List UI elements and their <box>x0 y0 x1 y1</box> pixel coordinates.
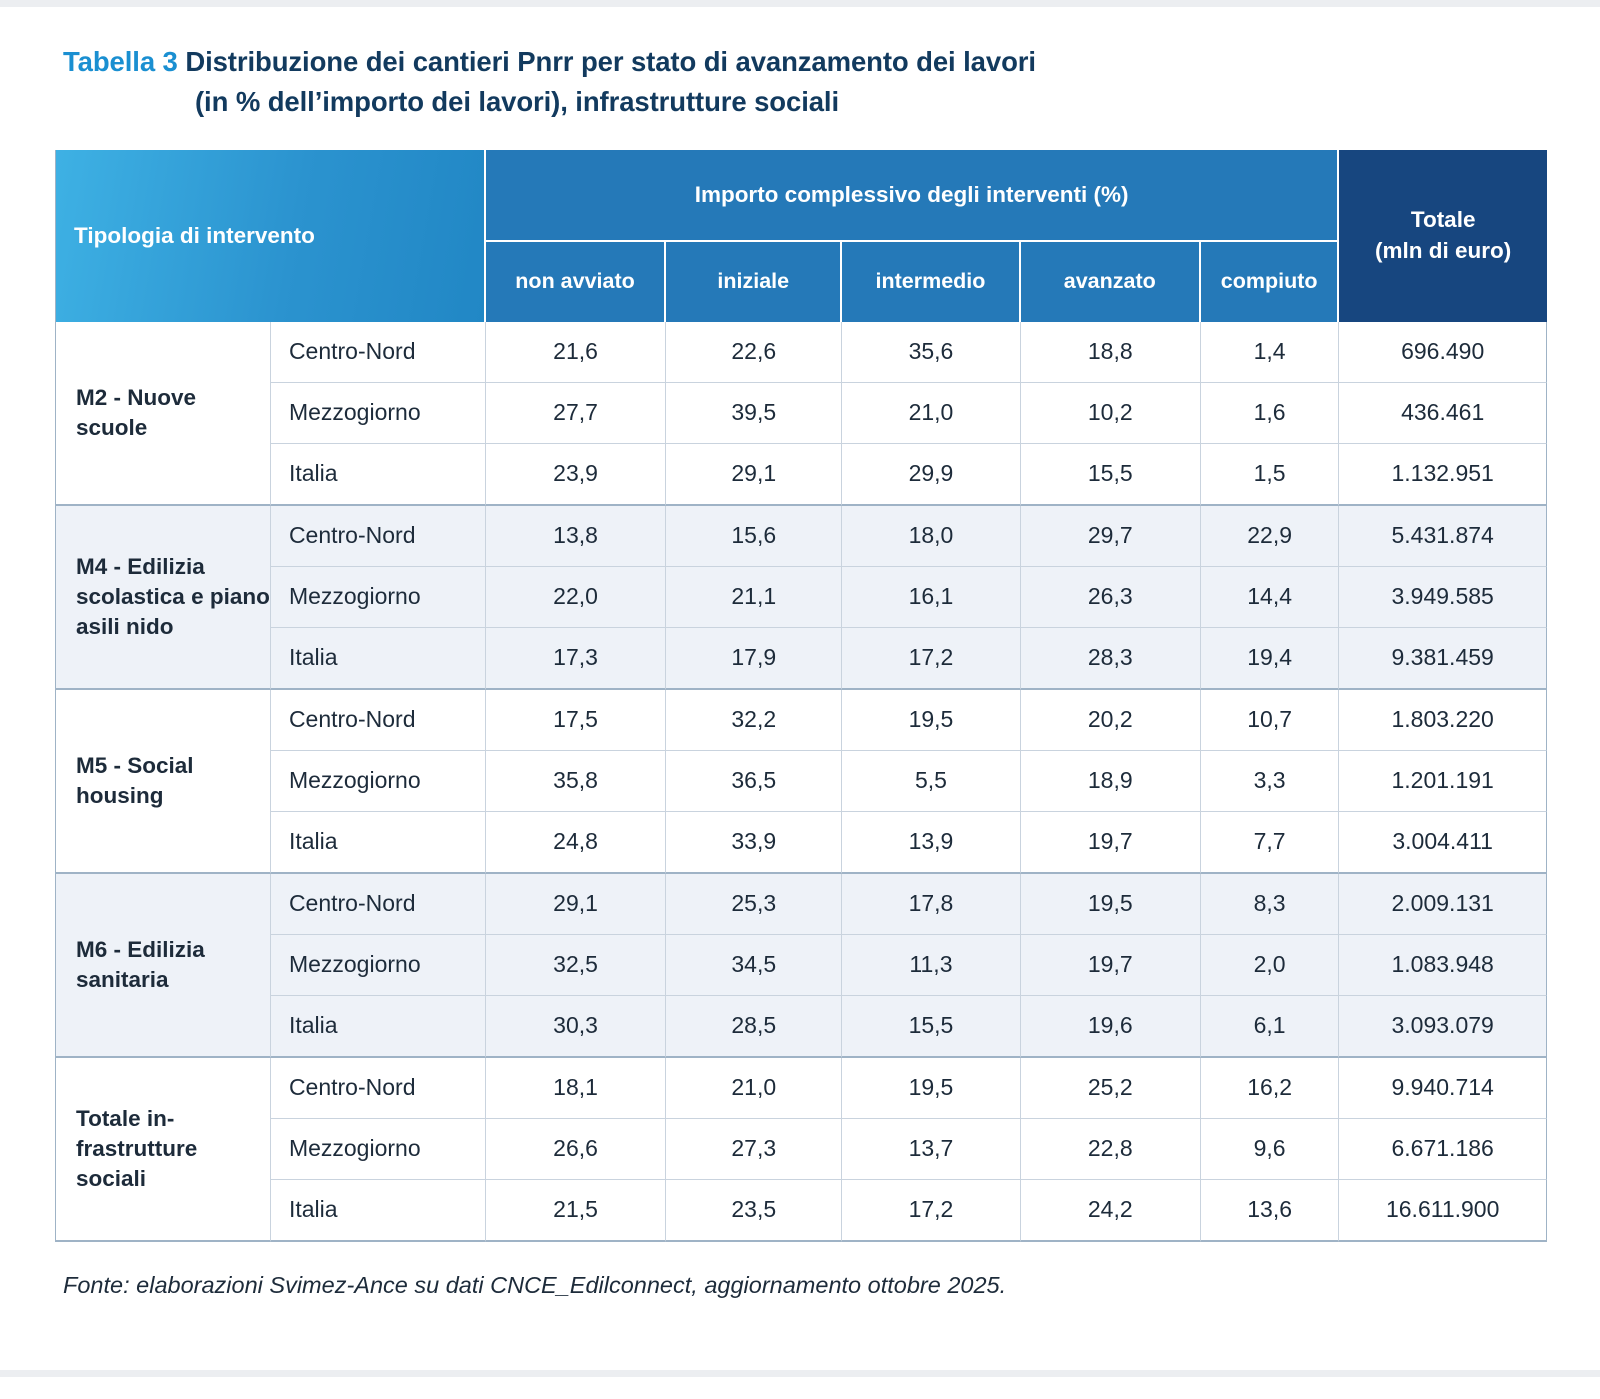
cell-non-avviato: 21,6 <box>486 322 666 383</box>
table-row <box>56 1058 1547 1119</box>
row-area-label: Italia <box>271 628 486 690</box>
cell-non-avviato: 26,6 <box>486 1119 666 1180</box>
header-total-line1: Totale <box>1410 207 1476 233</box>
bottom-divider <box>0 1370 1600 1377</box>
cell-totale: 436.461 <box>1339 383 1547 444</box>
row-category-label: M4 - Edilizia scolastica e piano asili nido <box>56 506 271 690</box>
cell-totale: 696.490 <box>1339 322 1547 383</box>
header-group-importo: Importo complessivo degli interventi (%) <box>486 150 1339 242</box>
cell-compiuto: 6,1 <box>1201 996 1339 1058</box>
row-category-label: M2 - Nuove scuole <box>56 322 271 506</box>
cell-compiuto: 9,6 <box>1201 1119 1339 1180</box>
cell-intermedio: 5,5 <box>842 751 1020 812</box>
cell-iniziale: 33,9 <box>666 812 842 874</box>
cell-non-avviato: 17,3 <box>486 628 666 690</box>
cell-compiuto: 8,3 <box>1201 874 1339 935</box>
cell-totale: 3.949.585 <box>1339 567 1547 628</box>
cell-non-avviato: 22,0 <box>486 567 666 628</box>
cell-avanzato: 26,3 <box>1021 567 1201 628</box>
cell-avanzato: 10,2 <box>1021 383 1201 444</box>
cell-non-avviato: 17,5 <box>486 690 666 751</box>
cell-avanzato: 25,2 <box>1021 1058 1201 1119</box>
row-area-label: Centro-Nord <box>271 506 486 567</box>
cell-intermedio: 19,5 <box>842 690 1020 751</box>
table-row <box>56 506 1547 567</box>
cell-intermedio: 16,1 <box>842 567 1020 628</box>
cell-iniziale: 36,5 <box>666 751 842 812</box>
cell-avanzato: 19,7 <box>1021 935 1201 996</box>
row-area-label: Italia <box>271 812 486 874</box>
cell-intermedio: 13,7 <box>842 1119 1020 1180</box>
cell-totale: 5.431.874 <box>1339 506 1547 567</box>
cell-compiuto: 1,6 <box>1201 383 1339 444</box>
cell-totale: 3.004.411 <box>1339 812 1547 874</box>
cell-compiuto: 22,9 <box>1201 506 1339 567</box>
cell-intermedio: 21,0 <box>842 383 1020 444</box>
row-category-label: Totale in-frastrutture sociali <box>56 1058 271 1242</box>
cell-intermedio: 13,9 <box>842 812 1020 874</box>
table-row <box>56 812 1547 874</box>
cell-compiuto: 10,7 <box>1201 690 1339 751</box>
cell-intermedio: 17,2 <box>842 628 1020 690</box>
header-total-line2: (mln di euro) <box>1375 237 1512 263</box>
row-area-label: Mezzogiorno <box>271 751 486 812</box>
header-type-column: Tipologia di intervento <box>56 150 486 322</box>
cell-avanzato: 20,2 <box>1021 690 1201 751</box>
header-total-column <box>1339 150 1547 322</box>
cell-non-avviato: 35,8 <box>486 751 666 812</box>
cell-intermedio: 29,9 <box>842 444 1020 506</box>
table-row <box>56 935 1547 996</box>
cell-non-avviato: 27,7 <box>486 383 666 444</box>
cell-avanzato: 18,8 <box>1021 322 1201 383</box>
top-divider <box>0 0 1600 7</box>
table-title-line1: Distribuzione dei cantieri Pnrr per stato di avanzamento dei lavori <box>185 46 1036 77</box>
table-row <box>56 751 1547 812</box>
cell-intermedio: 17,8 <box>842 874 1020 935</box>
cell-compiuto: 13,6 <box>1201 1180 1339 1242</box>
cell-totale: 9.381.459 <box>1339 628 1547 690</box>
cell-compiuto: 16,2 <box>1201 1058 1339 1119</box>
row-area-label: Centro-Nord <box>271 874 486 935</box>
header-sub-avanzato: avanzato <box>1021 242 1201 322</box>
cell-totale: 3.093.079 <box>1339 996 1547 1058</box>
cell-totale: 1.201.191 <box>1339 751 1547 812</box>
cell-intermedio: 19,5 <box>842 1058 1020 1119</box>
row-area-label: Italia <box>271 444 486 506</box>
cell-iniziale: 28,5 <box>666 996 842 1058</box>
cell-non-avviato: 13,8 <box>486 506 666 567</box>
row-area-label: Centro-Nord <box>271 322 486 383</box>
header-sub-non-avviato: non avviato <box>486 242 666 322</box>
cell-avanzato: 19,7 <box>1021 812 1201 874</box>
cell-totale: 16.611.900 <box>1339 1180 1547 1242</box>
cell-non-avviato: 30,3 <box>486 996 666 1058</box>
cell-iniziale: 27,3 <box>666 1119 842 1180</box>
cell-totale: 1.132.951 <box>1339 444 1547 506</box>
cell-iniziale: 25,3 <box>666 874 842 935</box>
table-title-line2: (in % dell’importo dei lavori), infrastrutture sociali <box>195 85 840 117</box>
table-row <box>56 567 1547 628</box>
row-category-label: M5 - Social housing <box>56 690 271 874</box>
table-row <box>56 322 1547 383</box>
table-row <box>56 383 1547 444</box>
cell-non-avviato: 18,1 <box>486 1058 666 1119</box>
cell-iniziale: 15,6 <box>666 506 842 567</box>
cell-compiuto: 7,7 <box>1201 812 1339 874</box>
row-area-label: Centro-Nord <box>271 1058 486 1119</box>
cell-avanzato: 28,3 <box>1021 628 1201 690</box>
cell-compiuto: 1,5 <box>1201 444 1339 506</box>
row-area-label: Mezzogiorno <box>271 567 486 628</box>
cell-compiuto: 3,3 <box>1201 751 1339 812</box>
header-sub-iniziale: iniziale <box>666 242 842 322</box>
cell-iniziale: 21,1 <box>666 567 842 628</box>
cell-iniziale: 39,5 <box>666 383 842 444</box>
cell-compiuto: 19,4 <box>1201 628 1339 690</box>
cell-non-avviato: 21,5 <box>486 1180 666 1242</box>
cell-totale: 2.009.131 <box>1339 874 1547 935</box>
cell-avanzato: 15,5 <box>1021 444 1201 506</box>
cell-iniziale: 23,5 <box>666 1180 842 1242</box>
cell-totale: 6.671.186 <box>1339 1119 1547 1180</box>
row-area-label: Italia <box>271 1180 486 1242</box>
data-table <box>55 150 1547 1242</box>
cell-avanzato: 24,2 <box>1021 1180 1201 1242</box>
cell-iniziale: 22,6 <box>666 322 842 383</box>
cell-iniziale: 34,5 <box>666 935 842 996</box>
header-sub-intermedio: intermedio <box>842 242 1020 322</box>
cell-avanzato: 29,7 <box>1021 506 1201 567</box>
table-row <box>56 1180 1547 1242</box>
cell-intermedio: 35,6 <box>842 322 1020 383</box>
cell-iniziale: 17,9 <box>666 628 842 690</box>
cell-compiuto: 2,0 <box>1201 935 1339 996</box>
cell-intermedio: 15,5 <box>842 996 1020 1058</box>
row-category-label: M6 - Edilizia sanitaria <box>56 874 271 1058</box>
cell-non-avviato: 32,5 <box>486 935 666 996</box>
cell-avanzato: 22,8 <box>1021 1119 1201 1180</box>
table-row <box>56 628 1547 690</box>
cell-compiuto: 1,4 <box>1201 322 1339 383</box>
cell-intermedio: 17,2 <box>842 1180 1020 1242</box>
cell-intermedio: 11,3 <box>842 935 1020 996</box>
row-area-label: Italia <box>271 996 486 1058</box>
cell-iniziale: 32,2 <box>666 690 842 751</box>
cell-compiuto: 14,4 <box>1201 567 1339 628</box>
cell-totale: 9.940.714 <box>1339 1058 1547 1119</box>
row-area-label: Mezzogiorno <box>271 935 486 996</box>
cell-non-avviato: 23,9 <box>486 444 666 506</box>
table-header <box>56 150 1547 322</box>
table-row <box>56 1119 1547 1180</box>
row-area-label: Mezzogiorno <box>271 1119 486 1180</box>
table-body <box>56 322 1547 1242</box>
cell-non-avviato: 24,8 <box>486 812 666 874</box>
row-area-label: Centro-Nord <box>271 690 486 751</box>
cell-totale: 1.083.948 <box>1339 935 1547 996</box>
cell-intermedio: 18,0 <box>842 506 1020 567</box>
cell-avanzato: 19,5 <box>1021 874 1201 935</box>
row-area-label: Mezzogiorno <box>271 383 486 444</box>
header-sub-compiuto: compiuto <box>1201 242 1339 322</box>
table-number-label: Tabella 3 <box>63 46 178 77</box>
source-note: Fonte: elaborazioni Svimez-Ance su dati CNCE_Edilconnect, aggiornamento ottobre 2025. <box>63 1271 1007 1298</box>
cell-avanzato: 18,9 <box>1021 751 1201 812</box>
cell-avanzato: 19,6 <box>1021 996 1201 1058</box>
table-row <box>56 690 1547 751</box>
cell-non-avviato: 29,1 <box>486 874 666 935</box>
table-row <box>56 444 1547 506</box>
cell-iniziale: 29,1 <box>666 444 842 506</box>
table-row <box>56 874 1547 935</box>
page-title <box>55 0 1545 122</box>
table-row <box>56 996 1547 1058</box>
cell-iniziale: 21,0 <box>666 1058 842 1119</box>
cell-totale: 1.803.220 <box>1339 690 1547 751</box>
